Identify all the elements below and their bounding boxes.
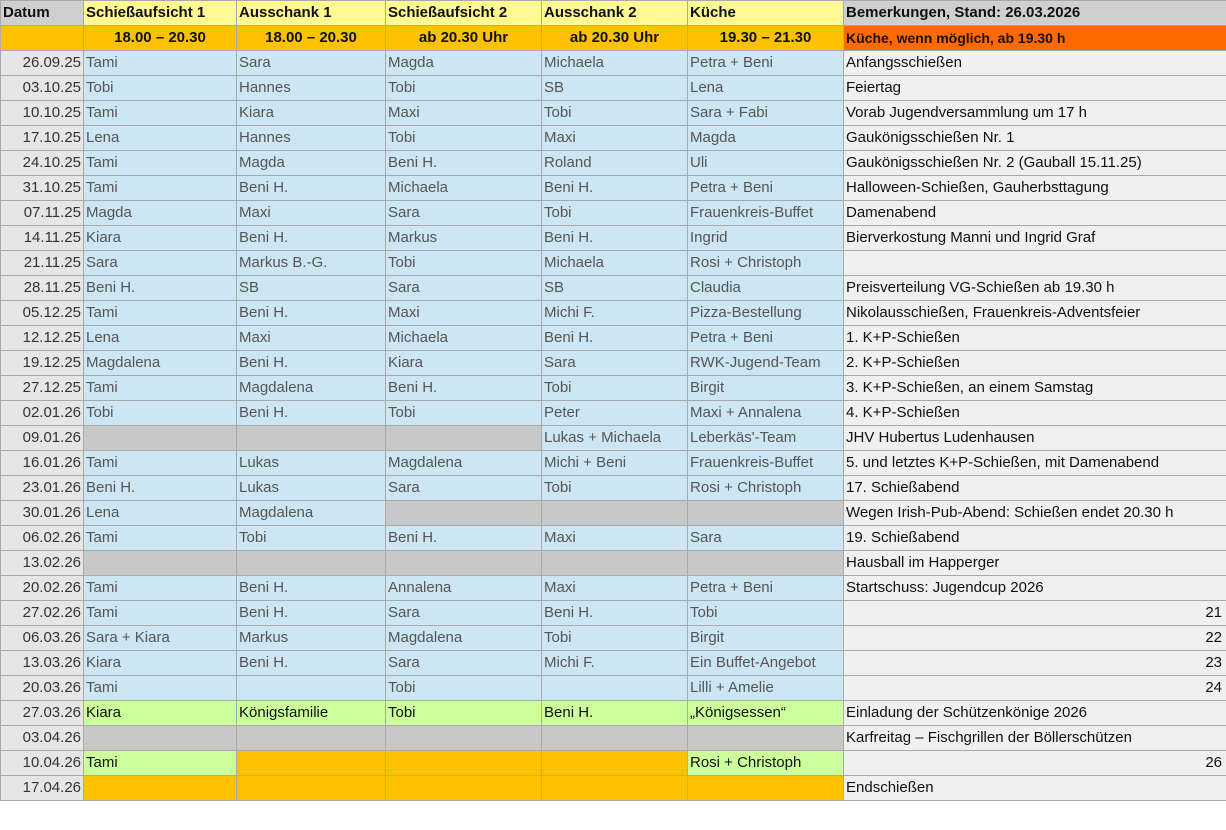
ausschank-2-cell[interactable]: Beni H.	[542, 326, 688, 351]
kueche-cell[interactable]: Tobi	[688, 601, 844, 626]
date-cell[interactable]: 17.04.26	[1, 776, 84, 801]
ausschank-2-cell[interactable]: Beni H.	[542, 176, 688, 201]
schiessaufsicht-2-cell[interactable]: Tobi	[386, 401, 542, 426]
note-cell[interactable]: Halloween-Schießen, Gauherbsttagung	[844, 176, 1226, 201]
ausschank-1-cell[interactable]: Beni H.	[237, 576, 386, 601]
schiessaufsicht-1-cell[interactable]: Magda	[84, 201, 237, 226]
ausschank-2-cell[interactable]: Maxi	[542, 126, 688, 151]
ausschank-1-cell[interactable]: Lukas	[237, 451, 386, 476]
time-note: Küche, wenn möglich, ab 19.30 h	[844, 26, 1226, 51]
ausschank-2-cell[interactable]	[542, 726, 688, 751]
kueche-cell[interactable]	[688, 501, 844, 526]
header-bemerkungen: Bemerkungen, Stand: 26.03.2026	[844, 1, 1226, 26]
ausschank-2-cell[interactable]: Peter	[542, 401, 688, 426]
ausschank-1-cell[interactable]	[237, 726, 386, 751]
ausschank-1-cell[interactable]: Maxi	[237, 326, 386, 351]
schiessaufsicht-2-cell[interactable]: Maxi	[386, 101, 542, 126]
schiessaufsicht-2-cell[interactable]: Magdalena	[386, 626, 542, 651]
schiessaufsicht-2-cell[interactable]: Michaela	[386, 176, 542, 201]
note-cell[interactable]: 26	[844, 751, 1226, 776]
schiessaufsicht-2-cell[interactable]	[386, 551, 542, 576]
note-cell[interactable]: 3. K+P-Schießen, an einem Samstag	[844, 376, 1226, 401]
schiessaufsicht-2-cell[interactable]: Markus	[386, 226, 542, 251]
schiessaufsicht-1-cell[interactable]	[84, 551, 237, 576]
ausschank-2-cell[interactable]: Tobi	[542, 376, 688, 401]
schiessaufsicht-1-cell[interactable]: Kiara	[84, 651, 237, 676]
kueche-cell[interactable]: Petra + Beni	[688, 326, 844, 351]
times-row	[1, 26, 1226, 51]
schiessaufsicht-2-cell[interactable]: Tobi	[386, 76, 542, 101]
kueche-cell[interactable]: Petra + Beni	[688, 51, 844, 76]
kueche-cell[interactable]: Rosi + Christoph	[688, 251, 844, 276]
kueche-cell[interactable]: Lilli + Amelie	[688, 676, 844, 701]
date-cell[interactable]: 27.03.26	[1, 701, 84, 726]
table-row	[1, 226, 1226, 251]
ausschank-1-cell[interactable]: Hannes	[237, 76, 386, 101]
header-ausschank-2: Ausschank 2	[542, 1, 688, 26]
kueche-cell[interactable]: Leberkäs'-Team	[688, 426, 844, 451]
kueche-cell[interactable]: Maxi + Annalena	[688, 401, 844, 426]
date-cell[interactable]: 30.01.26	[1, 501, 84, 526]
schiessaufsicht-1-cell[interactable]: Tami	[84, 176, 237, 201]
table-row	[1, 626, 1226, 651]
date-cell[interactable]: 02.01.26	[1, 401, 84, 426]
schiessaufsicht-1-cell[interactable]: Kiara	[84, 701, 237, 726]
ausschank-1-cell[interactable]: Beni H.	[237, 351, 386, 376]
kueche-cell[interactable]: Sara	[688, 526, 844, 551]
schedule-body	[1, 51, 1226, 801]
schiessaufsicht-1-cell[interactable]: Sara + Kiara	[84, 626, 237, 651]
time-kueche: 19.30 – 21.30	[688, 26, 844, 51]
ausschank-2-cell[interactable]	[542, 551, 688, 576]
ausschank-2-cell[interactable]: SB	[542, 276, 688, 301]
schiessaufsicht-1-cell[interactable]: Tami	[84, 101, 237, 126]
note-cell[interactable]: JHV Hubertus Ludenhausen	[844, 426, 1226, 451]
schiessaufsicht-2-cell[interactable]	[386, 776, 542, 801]
date-cell[interactable]: 14.11.25	[1, 226, 84, 251]
ausschank-2-cell[interactable]: Maxi	[542, 576, 688, 601]
schiessaufsicht-1-cell[interactable]: Tami	[84, 301, 237, 326]
table-row	[1, 101, 1226, 126]
schiessaufsicht-1-cell[interactable]: Tami	[84, 576, 237, 601]
table-row	[1, 651, 1226, 676]
ausschank-2-cell[interactable]	[542, 776, 688, 801]
date-cell[interactable]: 10.04.26	[1, 751, 84, 776]
ausschank-1-cell[interactable]	[237, 676, 386, 701]
schiessaufsicht-2-cell[interactable]: Sara	[386, 201, 542, 226]
table-row	[1, 776, 1226, 801]
note-cell[interactable]: 4. K+P-Schießen	[844, 401, 1226, 426]
kueche-cell[interactable]: Frauenkreis-Buffet	[688, 201, 844, 226]
note-cell[interactable]: 2. K+P-Schießen	[844, 351, 1226, 376]
table-row	[1, 201, 1226, 226]
kueche-cell[interactable]: Ein Buffet-Angebot	[688, 651, 844, 676]
kueche-cell[interactable]	[688, 551, 844, 576]
kueche-cell[interactable]: Claudia	[688, 276, 844, 301]
ausschank-2-cell[interactable]: SB	[542, 76, 688, 101]
date-cell[interactable]: 13.03.26	[1, 651, 84, 676]
date-cell[interactable]: 03.04.26	[1, 726, 84, 751]
ausschank-1-cell[interactable]	[237, 776, 386, 801]
time-schiessaufsicht-1: 18.00 – 20.30	[84, 26, 237, 51]
note-cell[interactable]: Hausball im Happerger	[844, 551, 1226, 576]
schiessaufsicht-1-cell[interactable]: Tami	[84, 151, 237, 176]
table-row	[1, 251, 1226, 276]
schiessaufsicht-1-cell[interactable]: Beni H.	[84, 476, 237, 501]
schiessaufsicht-2-cell[interactable]	[386, 726, 542, 751]
table-row	[1, 526, 1226, 551]
schiessaufsicht-1-cell[interactable]: Lena	[84, 326, 237, 351]
ausschank-2-cell[interactable]: Maxi	[542, 526, 688, 551]
header-date: Datum	[1, 1, 84, 26]
date-cell[interactable]: 06.02.26	[1, 526, 84, 551]
ausschank-1-cell[interactable]: Tobi	[237, 526, 386, 551]
ausschank-1-cell[interactable]: Magdalena	[237, 501, 386, 526]
ausschank-2-cell[interactable]: Michi F.	[542, 651, 688, 676]
schiessaufsicht-2-cell[interactable]	[386, 751, 542, 776]
date-cell[interactable]: 21.11.25	[1, 251, 84, 276]
table-row	[1, 676, 1226, 701]
ausschank-1-cell[interactable]: Beni H.	[237, 301, 386, 326]
date-cell[interactable]: 20.02.26	[1, 576, 84, 601]
note-cell[interactable]: Vorab Jugendversammlung um 17 h	[844, 101, 1226, 126]
kueche-cell[interactable]: Rosi + Christoph	[688, 476, 844, 501]
ausschank-2-cell[interactable]: Michaela	[542, 251, 688, 276]
ausschank-2-cell[interactable]: Lukas + Michaela	[542, 426, 688, 451]
schiessaufsicht-2-cell[interactable]: Annalena	[386, 576, 542, 601]
date-cell[interactable]: 27.02.26	[1, 601, 84, 626]
ausschank-1-cell[interactable]: Lukas	[237, 476, 386, 501]
schiessaufsicht-1-cell[interactable]: Kiara	[84, 226, 237, 251]
schiessaufsicht-2-cell[interactable]: Sara	[386, 476, 542, 501]
note-cell[interactable]: Preisverteilung VG-Schießen ab 19.30 h	[844, 276, 1226, 301]
note-cell[interactable]: Nikolausschießen, Frauenkreis-Adventsfeier	[844, 301, 1226, 326]
date-cell[interactable]: 28.11.25	[1, 276, 84, 301]
table-row	[1, 751, 1226, 776]
date-cell[interactable]: 16.01.26	[1, 451, 84, 476]
schiessaufsicht-2-cell[interactable]: Beni H.	[386, 376, 542, 401]
note-cell[interactable]: 19. Schießabend	[844, 526, 1226, 551]
note-cell[interactable]: 22	[844, 626, 1226, 651]
header-kueche: Küche	[688, 1, 844, 26]
ausschank-1-cell[interactable]: Beni H.	[237, 601, 386, 626]
schiessaufsicht-1-cell[interactable]: Tobi	[84, 401, 237, 426]
schiessaufsicht-1-cell[interactable]	[84, 776, 237, 801]
schiessaufsicht-2-cell[interactable]: Tobi	[386, 126, 542, 151]
schiessaufsicht-2-cell[interactable]: Michaela	[386, 326, 542, 351]
ausschank-2-cell[interactable]: Tobi	[542, 626, 688, 651]
schiessaufsicht-2-cell[interactable]: Maxi	[386, 301, 542, 326]
date-cell[interactable]: 09.01.26	[1, 426, 84, 451]
note-cell[interactable]: 23	[844, 651, 1226, 676]
time-ausschank-1: 18.00 – 20.30	[237, 26, 386, 51]
note-cell[interactable]: Bierverkostung Manni und Ingrid Graf	[844, 226, 1226, 251]
ausschank-1-cell[interactable]: Markus	[237, 626, 386, 651]
table-row	[1, 401, 1226, 426]
note-cell[interactable]: 1. K+P-Schießen	[844, 326, 1226, 351]
ausschank-1-cell[interactable]: Beni H.	[237, 401, 386, 426]
ausschank-2-cell[interactable]: Tobi	[542, 476, 688, 501]
schiessaufsicht-2-cell[interactable]: Kiara	[386, 351, 542, 376]
table-row	[1, 726, 1226, 751]
schiessaufsicht-1-cell[interactable]: Tami	[84, 676, 237, 701]
ausschank-2-cell[interactable]: Michi + Beni	[542, 451, 688, 476]
table-row	[1, 76, 1226, 101]
note-cell[interactable]: 24	[844, 676, 1226, 701]
header-ausschank-1: Ausschank 1	[237, 1, 386, 26]
note-cell[interactable]: Feiertag	[844, 76, 1226, 101]
kueche-cell[interactable]: Lena	[688, 76, 844, 101]
kueche-cell[interactable]: Birgit	[688, 626, 844, 651]
ausschank-2-cell[interactable]	[542, 501, 688, 526]
schiessaufsicht-1-cell[interactable]: Magdalena	[84, 351, 237, 376]
schiessaufsicht-1-cell[interactable]	[84, 426, 237, 451]
ausschank-2-cell[interactable]: Tobi	[542, 201, 688, 226]
schiessaufsicht-1-cell[interactable]: Lena	[84, 126, 237, 151]
date-cell[interactable]: 13.02.26	[1, 551, 84, 576]
schiessaufsicht-1-cell[interactable]: Tami	[84, 601, 237, 626]
kueche-cell[interactable]	[688, 776, 844, 801]
note-cell[interactable]: 17. Schießabend	[844, 476, 1226, 501]
schiessaufsicht-2-cell[interactable]: Beni H.	[386, 526, 542, 551]
times-date-cell	[1, 26, 84, 51]
ausschank-2-cell[interactable]: Roland	[542, 151, 688, 176]
kueche-cell[interactable]: Uli	[688, 151, 844, 176]
ausschank-1-cell[interactable]: Magdalena	[237, 376, 386, 401]
note-cell[interactable]: Karfreitag – Fischgrillen der Böllerschützen	[844, 726, 1226, 751]
schiessaufsicht-2-cell[interactable]: Tobi	[386, 701, 542, 726]
kueche-cell[interactable]: „Königsessen“	[688, 701, 844, 726]
ausschank-1-cell[interactable]: Sara	[237, 51, 386, 76]
kueche-cell[interactable]: Petra + Beni	[688, 576, 844, 601]
schiessaufsicht-2-cell[interactable]	[386, 426, 542, 451]
ausschank-1-cell[interactable]: Kiara	[237, 101, 386, 126]
kueche-cell[interactable]: Magda	[688, 126, 844, 151]
kueche-cell[interactable]: Birgit	[688, 376, 844, 401]
ausschank-1-cell[interactable]	[237, 426, 386, 451]
schiessaufsicht-1-cell[interactable]: Tami	[84, 526, 237, 551]
kueche-cell[interactable]	[688, 726, 844, 751]
date-cell[interactable]: 12.12.25	[1, 326, 84, 351]
time-schiessaufsicht-2: ab 20.30 Uhr	[386, 26, 542, 51]
note-cell[interactable]: Wegen Irish-Pub-Abend: Schießen endet 20.30 h	[844, 501, 1226, 526]
date-cell[interactable]: 20.03.26	[1, 676, 84, 701]
ausschank-2-cell[interactable]	[542, 751, 688, 776]
ausschank-2-cell[interactable]: Beni H.	[542, 226, 688, 251]
note-cell[interactable]: 21	[844, 601, 1226, 626]
table-row	[1, 126, 1226, 151]
note-cell[interactable]: 5. und letztes K+P-Schießen, mit Damenabend	[844, 451, 1226, 476]
header-schiessaufsicht-2: Schießaufsicht 2	[386, 1, 542, 26]
schiessaufsicht-2-cell[interactable]: Sara	[386, 276, 542, 301]
note-cell[interactable]: Gaukönigsschießen Nr. 1	[844, 126, 1226, 151]
time-ausschank-2: ab 20.30 Uhr	[542, 26, 688, 51]
table-row	[1, 476, 1226, 501]
schiessaufsicht-1-cell[interactable]: Beni H.	[84, 276, 237, 301]
ausschank-1-cell[interactable]: Markus B.-G.	[237, 251, 386, 276]
date-cell[interactable]: 26.09.25	[1, 51, 84, 76]
table-row	[1, 501, 1226, 526]
table-row	[1, 376, 1226, 401]
ausschank-1-cell[interactable]: Beni H.	[237, 651, 386, 676]
note-cell[interactable]: Startschuss: Jugendcup 2026	[844, 576, 1226, 601]
table-row	[1, 151, 1226, 176]
ausschank-2-cell[interactable]: Michi F.	[542, 301, 688, 326]
schiessaufsicht-1-cell[interactable]: Tami	[84, 451, 237, 476]
date-cell[interactable]: 06.03.26	[1, 626, 84, 651]
date-cell[interactable]: 17.10.25	[1, 126, 84, 151]
kueche-cell[interactable]: Sara + Fabi	[688, 101, 844, 126]
schiessaufsicht-1-cell[interactable]: Tami	[84, 751, 237, 776]
ausschank-1-cell[interactable]: Magda	[237, 151, 386, 176]
ausschank-2-cell[interactable]: Tobi	[542, 101, 688, 126]
date-cell[interactable]: 23.01.26	[1, 476, 84, 501]
ausschank-2-cell[interactable]: Michaela	[542, 51, 688, 76]
table-row	[1, 701, 1226, 726]
kueche-cell[interactable]: Pizza-Bestellung	[688, 301, 844, 326]
table-row	[1, 451, 1226, 476]
date-cell[interactable]: 31.10.25	[1, 176, 84, 201]
table-row	[1, 601, 1226, 626]
schiessaufsicht-1-cell[interactable]: Sara	[84, 251, 237, 276]
ausschank-2-cell[interactable]: Beni H.	[542, 601, 688, 626]
ausschank-2-cell[interactable]: Beni H.	[542, 701, 688, 726]
ausschank-1-cell[interactable]: Hannes	[237, 126, 386, 151]
schiessaufsicht-2-cell[interactable]: Magdalena	[386, 451, 542, 476]
header-schiessaufsicht-1: Schießaufsicht 1	[84, 1, 237, 26]
ausschank-1-cell[interactable]: SB	[237, 276, 386, 301]
table-row	[1, 576, 1226, 601]
note-cell[interactable]	[844, 251, 1226, 276]
table-row	[1, 351, 1226, 376]
date-cell[interactable]: 03.10.25	[1, 76, 84, 101]
table-row	[1, 301, 1226, 326]
note-cell[interactable]: Endschießen	[844, 776, 1226, 801]
schiessaufsicht-1-cell[interactable]: Tami	[84, 51, 237, 76]
schiessaufsicht-1-cell[interactable]	[84, 726, 237, 751]
table-row	[1, 276, 1226, 301]
ausschank-1-cell[interactable]: Königsfamilie	[237, 701, 386, 726]
note-cell[interactable]: Gaukönigsschießen Nr. 2 (Gauball 15.11.25)	[844, 151, 1226, 176]
ausschank-1-cell[interactable]: Beni H.	[237, 226, 386, 251]
kueche-cell[interactable]: RWK-Jugend-Team	[688, 351, 844, 376]
schiessaufsicht-2-cell[interactable]: Magda	[386, 51, 542, 76]
header-row	[1, 1, 1226, 26]
date-cell[interactable]: 05.12.25	[1, 301, 84, 326]
schiessaufsicht-2-cell[interactable]: Tobi	[386, 251, 542, 276]
kueche-cell[interactable]: Frauenkreis-Buffet	[688, 451, 844, 476]
schiessaufsicht-1-cell[interactable]: Lena	[84, 501, 237, 526]
kueche-cell[interactable]: Ingrid	[688, 226, 844, 251]
schiessaufsicht-2-cell[interactable]: Tobi	[386, 676, 542, 701]
ausschank-2-cell[interactable]: Sara	[542, 351, 688, 376]
schiessaufsicht-2-cell[interactable]: Beni H.	[386, 151, 542, 176]
table-row	[1, 551, 1226, 576]
date-cell[interactable]: 27.12.25	[1, 376, 84, 401]
date-cell[interactable]: 24.10.25	[1, 151, 84, 176]
ausschank-1-cell[interactable]	[237, 751, 386, 776]
table-row	[1, 176, 1226, 201]
kueche-cell[interactable]: Rosi + Christoph	[688, 751, 844, 776]
note-cell[interactable]: Einladung der Schützenkönige 2026	[844, 701, 1226, 726]
ausschank-2-cell[interactable]	[542, 676, 688, 701]
date-cell[interactable]: 07.11.25	[1, 201, 84, 226]
date-cell[interactable]: 19.12.25	[1, 351, 84, 376]
note-cell[interactable]: Damenabend	[844, 201, 1226, 226]
schiessaufsicht-1-cell[interactable]: Tobi	[84, 76, 237, 101]
ausschank-1-cell[interactable]: Beni H.	[237, 176, 386, 201]
schiessaufsicht-2-cell[interactable]: Sara	[386, 651, 542, 676]
table-row	[1, 326, 1226, 351]
date-cell[interactable]: 10.10.25	[1, 101, 84, 126]
kueche-cell[interactable]: Petra + Beni	[688, 176, 844, 201]
ausschank-1-cell[interactable]: Maxi	[237, 201, 386, 226]
table-row	[1, 51, 1226, 76]
note-cell[interactable]: Anfangsschießen	[844, 51, 1226, 76]
schiessaufsicht-2-cell[interactable]: Sara	[386, 601, 542, 626]
table-row	[1, 426, 1226, 451]
schiessaufsicht-1-cell[interactable]: Tami	[84, 376, 237, 401]
ausschank-1-cell[interactable]	[237, 551, 386, 576]
schiessaufsicht-2-cell[interactable]	[386, 501, 542, 526]
